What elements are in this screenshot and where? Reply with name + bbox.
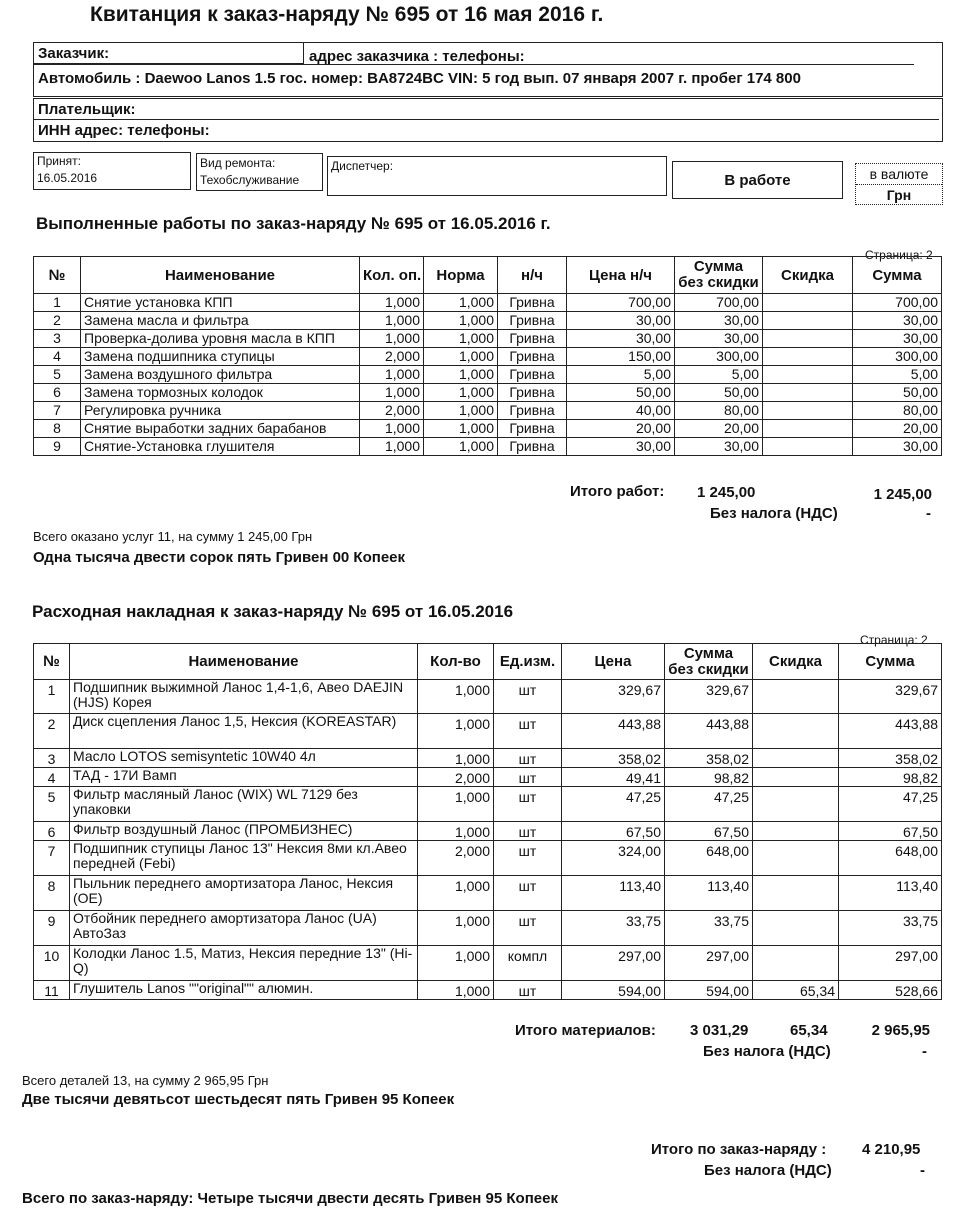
table-row: 9 Отбойник переднего амортизатора Ланос (UA) АвтоЗаз 1,000 шт 33,75 33,75 33,75 bbox=[34, 911, 942, 946]
repair-type-box bbox=[196, 153, 323, 191]
materials-total-no-discount: 3 031,29 bbox=[690, 1022, 749, 1039]
materials-heading: Расходная накладная к заказ-наряду № 695 от 16.05.2016 bbox=[32, 602, 514, 621]
works-vat-value: - bbox=[926, 505, 931, 522]
col-qty: Кол. оп. bbox=[360, 257, 424, 294]
materials-vat-label: Без налога (НДС) bbox=[703, 1043, 831, 1060]
table-row: 9 Снятие-Установка глушителя 1,000 1,000 Гривна 30,00 30,00 30,00 bbox=[34, 438, 942, 456]
table-row: 7 Регулировка ручника 2,000 1,000 Гривна 40,00 80,00 80,00 bbox=[34, 402, 942, 420]
materials-total-label: Итого материалов: bbox=[515, 1022, 656, 1039]
col-nh: н/ч bbox=[498, 257, 567, 294]
col-sum-no-discount: Сумма без скидки bbox=[665, 644, 753, 680]
dispatcher-box bbox=[327, 156, 667, 196]
customer-block bbox=[33, 42, 943, 97]
col-no: № bbox=[34, 644, 70, 680]
accepted-date: 16.05.2016 bbox=[37, 171, 98, 185]
table-row: 4 ТАД - 17И Вамп 2,000 шт 49,41 98,82 98,82 bbox=[34, 768, 942, 787]
table-row: 6 Фильтр воздушный Ланос (ПРОМБИЗНЕС) 1,000 шт 67,50 67,50 67,50 bbox=[34, 822, 942, 841]
col-price: Цена н/ч bbox=[567, 257, 675, 294]
table-row: 5 Фильтр масляный Ланос (WIX) WL 7129 без упаковки 1,000 шт 47,25 47,25 47,25 bbox=[34, 787, 942, 822]
works-table bbox=[33, 256, 942, 456]
col-name: Наименование bbox=[70, 644, 418, 680]
col-no: № bbox=[34, 257, 81, 294]
order-vat-label: Без налога (НДС) bbox=[704, 1162, 832, 1179]
currency-label: в валюте bbox=[869, 166, 929, 182]
table-row: 3 Проверка-долива уровня масла в КПП 1,000 1,000 Гривна 30,00 30,00 30,00 bbox=[34, 330, 942, 348]
parts-summary: Всего деталей 13, на сумму 2 965,95 Грн bbox=[22, 1073, 269, 1088]
table-row: 1 Подшипник выжимной Ланос 1,4-1,6, Авео DAEJIN (HJS) Корея 1,000 шт 329,67 329,67 329,67 bbox=[34, 680, 942, 714]
materials-page-number: Страница: 2 bbox=[860, 633, 928, 647]
col-qty: Кол-во bbox=[418, 644, 494, 680]
col-sum: Сумма bbox=[839, 644, 942, 680]
table-row: 2 Диск сцепления Ланос 1,5, Нексия (KOREASTAR) 1,000 шт 443,88 443,88 443,88 bbox=[34, 714, 942, 749]
accepted-box bbox=[33, 152, 191, 190]
col-norm: Норма bbox=[424, 257, 498, 294]
table-row: 11 Глушитель Lanos ""original"" алюмин. 1,000 шт 594,00 594,00 65,34 528,66 bbox=[34, 981, 942, 1000]
works-total-label: Итого работ: bbox=[570, 483, 665, 500]
table-row: 7 Подшипник ступицы Ланос 13" Нексия 8ми кл.Авео передней (Febi) 2,000 шт 324,00 648,00 648,00 bbox=[34, 841, 942, 876]
customer-address-phones: адрес заказчика : телефоны: bbox=[309, 48, 525, 65]
currency-box bbox=[855, 163, 943, 205]
works-total: 1 245,00 bbox=[873, 486, 932, 503]
col-price: Цена bbox=[562, 644, 665, 680]
document-title: Квитанция к заказ-наряду № 695 от 16 мая 2016 г. bbox=[90, 3, 604, 26]
accepted-label: Принят: bbox=[37, 154, 81, 168]
table-row: 5 Замена воздушного фильтра 1,000 1,000 Гривна 5,00 5,00 5,00 bbox=[34, 366, 942, 384]
order-total-label: Итого по заказ-наряду : bbox=[651, 1141, 827, 1158]
repair-type-value: Техобслуживание bbox=[200, 173, 300, 187]
col-name: Наименование bbox=[81, 257, 360, 294]
col-unit: Ед.изм. bbox=[494, 644, 562, 680]
table-row: 8 Пыльник переднего амортизатора Ланос, Нексия (OE) 1,000 шт 113,40 113,40 113,40 bbox=[34, 876, 942, 911]
order-total-value: 4 210,95 bbox=[862, 1141, 921, 1158]
col-sum: Сумма bbox=[853, 257, 942, 294]
table-row: 4 Замена подшипника ступицы 2,000 1,000 Гривна 150,00 300,00 300,00 bbox=[34, 348, 942, 366]
materials-total-words: Две тысячи девятьсот шестьдесят пять Гривен 95 Копеек bbox=[22, 1091, 455, 1108]
repair-type-label: Вид ремонта: bbox=[200, 156, 276, 170]
col-discount: Скидка bbox=[763, 257, 853, 294]
materials-total-discount: 65,34 bbox=[790, 1022, 828, 1039]
works-vat-label: Без налога (НДС) bbox=[710, 505, 838, 522]
customer-label: Заказчик: bbox=[38, 45, 110, 62]
table-row: 2 Замена масла и фильтра 1,000 1,000 Гривна 30,00 30,00 30,00 bbox=[34, 312, 942, 330]
table-row: 10 Колодки Ланос 1.5, Матиз, Нексия передние 13" (Hi-Q) 1,000 компл 297,00 297,00 297,00 bbox=[34, 946, 942, 981]
materials-total: 2 965,95 bbox=[871, 1022, 930, 1039]
col-sum-no-discount: Сумма без скидки bbox=[675, 257, 763, 294]
works-page-number: Страница: 2 bbox=[865, 248, 933, 262]
payer-label: Плательщик: bbox=[38, 101, 136, 118]
works-total-words: Одна тысяча двести сорок пять Гривен 00 Копеек bbox=[33, 549, 406, 566]
materials-vat-value: - bbox=[922, 1043, 927, 1060]
services-summary: Всего оказано услуг 11, на сумму 1 245,00 Грн bbox=[33, 529, 313, 544]
status-box bbox=[672, 161, 843, 199]
status-text: В работе bbox=[724, 172, 791, 189]
currency-value: Грн bbox=[886, 187, 912, 203]
table-row: 3 Масло LOTOS semisyntetic 10W40 4л 1,000 шт 358,02 358,02 358,02 bbox=[34, 749, 942, 768]
dispatcher-label: Диспетчер: bbox=[331, 159, 394, 173]
table-row: 6 Замена тормозных колодок 1,000 1,000 Гривна 50,00 50,00 50,00 bbox=[34, 384, 942, 402]
grand-total-words: Всего по заказ-наряду: Четыре тысячи двести десять Гривен 95 Копеек bbox=[22, 1190, 558, 1207]
materials-table bbox=[33, 643, 942, 1000]
car-info: Автомобиль : Daewoo Lanos 1.5 гос. номер: BA8724BC VIN: 5 год вып. 07 января 2007 г. пробег 174 800 bbox=[38, 70, 801, 87]
works-total-no-discount: 1 245,00 bbox=[697, 484, 756, 501]
payer-block bbox=[33, 98, 943, 142]
table-row: 8 Снятие выработки задних барабанов 1,000 1,000 Гривна 20,00 20,00 20,00 bbox=[34, 420, 942, 438]
col-discount: Скидка bbox=[753, 644, 839, 680]
table-row: 1 Снятие установка КПП 1,000 1,000 Гривна 700,00 700,00 700,00 bbox=[34, 294, 942, 312]
order-vat-value: - bbox=[920, 1162, 925, 1179]
works-heading: Выполненные работы по заказ-наряду № 695 от 16.05.2016 г. bbox=[36, 214, 551, 233]
inn-line: ИНН адрес: телефоны: bbox=[38, 122, 210, 139]
